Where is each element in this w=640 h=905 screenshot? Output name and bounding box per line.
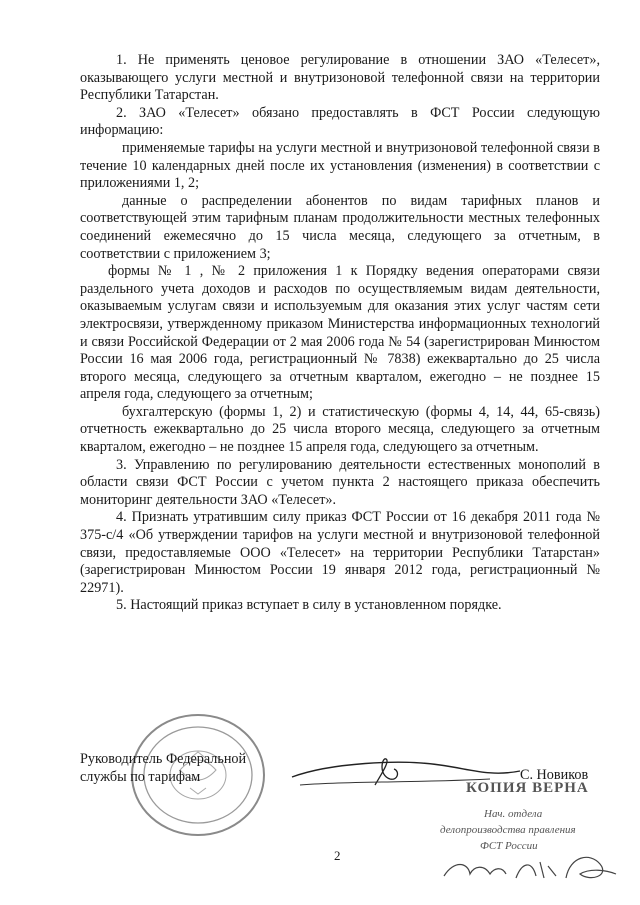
signatory-position bbox=[80, 750, 246, 786]
paragraph-3: применяемые тарифы на услуги местной и внутризоновой телефонной связи в течение 10 календарных дней после их установления (изменения) в соответствии с приложениями 1, 2; bbox=[80, 139, 600, 192]
paragraph-1: 1. Не применять ценовое регулирование в отношении ЗАО «Телесет», оказывающего услуги местной и внутризоновой телефонной связи на территории Республики Татарстан. bbox=[80, 52, 600, 104]
copy-certified-stamp: КОПИЯ ВЕРНА bbox=[466, 780, 589, 796]
paragraph-2: 2. ЗАО «Телесет» обязано предоставлять в ФСТ России следующую информацию: bbox=[80, 104, 600, 139]
paragraph-4: данные о распределении абонентов по видам тарифных планов и соответствующей этим тарифным планам продолжительности местных телефонных соединений ежемесячно до 15 числа месяца, следующего за отчетным, в соответствии с приложением 3; bbox=[80, 192, 600, 262]
stamp-line-1: Нач. отдела bbox=[484, 808, 543, 820]
certifier-signature-icon bbox=[440, 848, 620, 888]
page-number: 2 bbox=[334, 848, 341, 863]
paragraph-7: 3. Управлению по регулированию деятельности естественных монополий в области связи ФСТ России с учетом пункта 2 настоящего приказа обеспечить мониторинг деятельности ЗАО «Телесет». bbox=[80, 456, 600, 508]
signatory-position-line2: службы по тарифам bbox=[80, 769, 201, 785]
paragraph-8: 4. Признать утратившим силу приказ ФСТ России от 16 декабря 2011 года № 375-с/4 «Об утверждении тарифов на услуги местной и внутризоновой телефонной связи, предоставляемые ООО «Телесет» на территории Республики Татарстан» (зарегистрирован Минюстом России 19 января 2012 года, регистрационный № 22971). bbox=[80, 509, 600, 596]
paragraph-9: 5. Настоящий приказ вступает в силу в установленном порядке. bbox=[116, 597, 502, 614]
document-body bbox=[80, 52, 600, 615]
paragraph-6: бухгалтерскую (формы 1, 2) и статистическую (формы 4, 14, 44, 65-связь) отчетность ежеквартально до 25 числа второго месяца, следующего за отчетным кварталом, ежегодно – не позднее 15 апреля года, следующего за отчетным. bbox=[80, 403, 600, 456]
signatory-name: С. Новиков bbox=[520, 767, 589, 783]
stamp-line-3: ФСТ России bbox=[480, 840, 538, 852]
paragraph-5: формы № 1 , № 2 приложения 1 к Порядку ведения операторами связи раздельного учета доходов и расходов по осуществляемым видам деятельности, оказываемым услугам связи и используемым для оказания этих услуг частям сети электросвязи, утвержденному приказом Министерства информационных технологий и связи Российской Федерации от 2 мая 2006 года № 54 (зарегистрирован Минюстом России 16 мая 2006 года, регистрационный № 7838) ежеквартально до 25 числа второго месяца, следующего за отчетным кварталом, ежегодно – не позднее 15 апреля года, следующего за отчетным; bbox=[80, 263, 600, 403]
stamp-line-2: делопроизводства правления bbox=[440, 824, 576, 836]
signatory-position-line1: Руководитель Федеральной bbox=[80, 751, 247, 767]
